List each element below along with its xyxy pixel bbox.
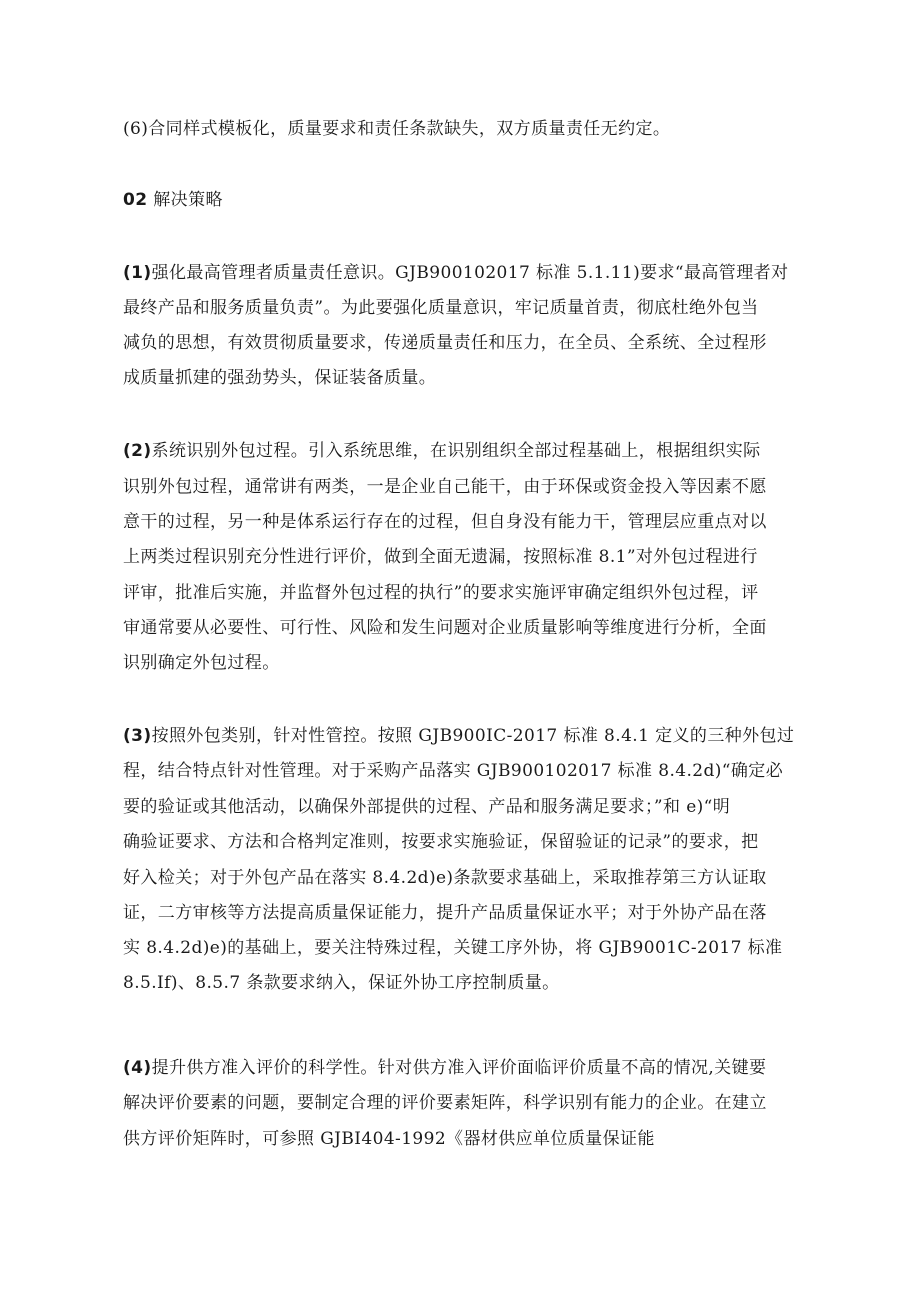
paragraph-3-line-1-text: 按照外包类别，针对性管控。按照 GJB900IC-2017 标准 8.4.1 定义的三种外包过: [151, 726, 795, 746]
paragraph-4-line-2: 解决评价要素的问题，要制定合理的评价要素矩阵，科学识别有能力的企业。在建立: [123, 1093, 767, 1113]
paragraph-3-line-2: 程，结合特点针对性管理。对于采购产品落实 GJB900102017 标准 8.4.2d)“确定必: [123, 761, 784, 781]
section-heading: [123, 188, 223, 212]
paragraph-2-line-1: [123, 439, 761, 463]
paragraph-1-line-4: 成质量抓建的强劲势头，保证装备质量。: [123, 368, 437, 388]
paragraph-4-line-3: 供方评价矩阵时，可参照 GJBI404-1992《器材供应单位质量保证能: [123, 1129, 655, 1149]
paragraph-4-line-1-text: 提升供方准入评价的科学性。针对供方准入评价面临评价质量不高的情况,关键要: [151, 1058, 767, 1078]
paragraph-1-line-1-text: 强化最高管理者质量责任意识。GJB900102017 标准 5.1.11)要求“最高管理者对: [151, 263, 789, 283]
section-heading-text: 解决策略: [153, 190, 223, 210]
paragraph-2-line-4: 上两类过程识别充分性进行评价，做到全面无遗漏，按照标准 8.1”对外包过程进行: [123, 547, 758, 567]
paragraph-1-line-1: [123, 261, 788, 285]
paragraph-3-line-8: 8.5.If)、8.5.7 条款要求纳入，保证外协工序控制质量。: [123, 973, 560, 993]
paragraph-3-line-7: 实 8.4.2d)e)的基础上，要关注特殊过程，关键工序外协，将 GJB9001C-2017 标准: [123, 938, 783, 958]
paragraph-4-line-1: [123, 1056, 766, 1080]
paragraph-2-line-1-text: 系统识别外包过程。引入系统思维，在识别组织全部过程基础上，根据组织实际: [151, 441, 761, 461]
paragraph-3-line-1: [123, 724, 794, 748]
paragraph-2-line-2: 识别外包过程，通常讲有两类，一是企业自己能干，由于环保或资金投入等因素不愿: [123, 477, 767, 497]
paragraph-3-line-3: 要的验证或其他活动，以确保外部提供的过程、产品和服务满足要求；”和 e)“明: [123, 797, 731, 817]
paragraph-2-line-7: 识别确定外包过程。: [123, 653, 280, 673]
paragraph-2-number: (2): [123, 441, 152, 461]
paragraph-3-line-5: 好入检关；对于外包产品在落实 8.4.2d)e)条款要求基础上，采取推荐第三方认证取: [123, 868, 767, 888]
paragraph-6-line-1: (6)合同样式模板化，质量要求和责任条款缺失，双方质量责任无约定。: [123, 119, 671, 139]
paragraph-1-number: (1): [123, 263, 152, 283]
paragraph-3-line-4: 确验证要求、方法和合格判定准则，按要求实施验证，保留验证的记录”的要求，把: [123, 832, 759, 852]
paragraph-2-line-5: 评审，批准后实施，并监督外包过程的执行”的要求实施评审确定组织外包过程，评: [123, 583, 759, 603]
paragraph-2-line-3: 意干的过程，另一种是体系运行存在的过程，但自身没有能力干，管理层应重点对以: [123, 512, 767, 532]
section-heading-number: 02: [123, 190, 148, 210]
paragraph-3-number: (3): [123, 726, 152, 746]
paragraph-3-line-6: 证，二方审核等方法提高质量保证能力，提升产品质量保证水平；对于外协产品在落: [123, 903, 767, 923]
paragraph-2-line-6: 审通常要从必要性、可行性、风险和发生问题对企业质量影响等维度进行分析，全面: [123, 618, 767, 638]
paragraph-4-number: (4): [123, 1058, 152, 1078]
paragraph-1-line-2: 最终产品和服务质量负责”。为此要强化质量意识，牢记质量首责，彻底杜绝外包当: [123, 298, 759, 318]
paragraph-1-line-3: 减负的思想，有效贯彻质量要求，传递质量责任和压力，在全员、全系统、全过程形: [123, 333, 767, 353]
